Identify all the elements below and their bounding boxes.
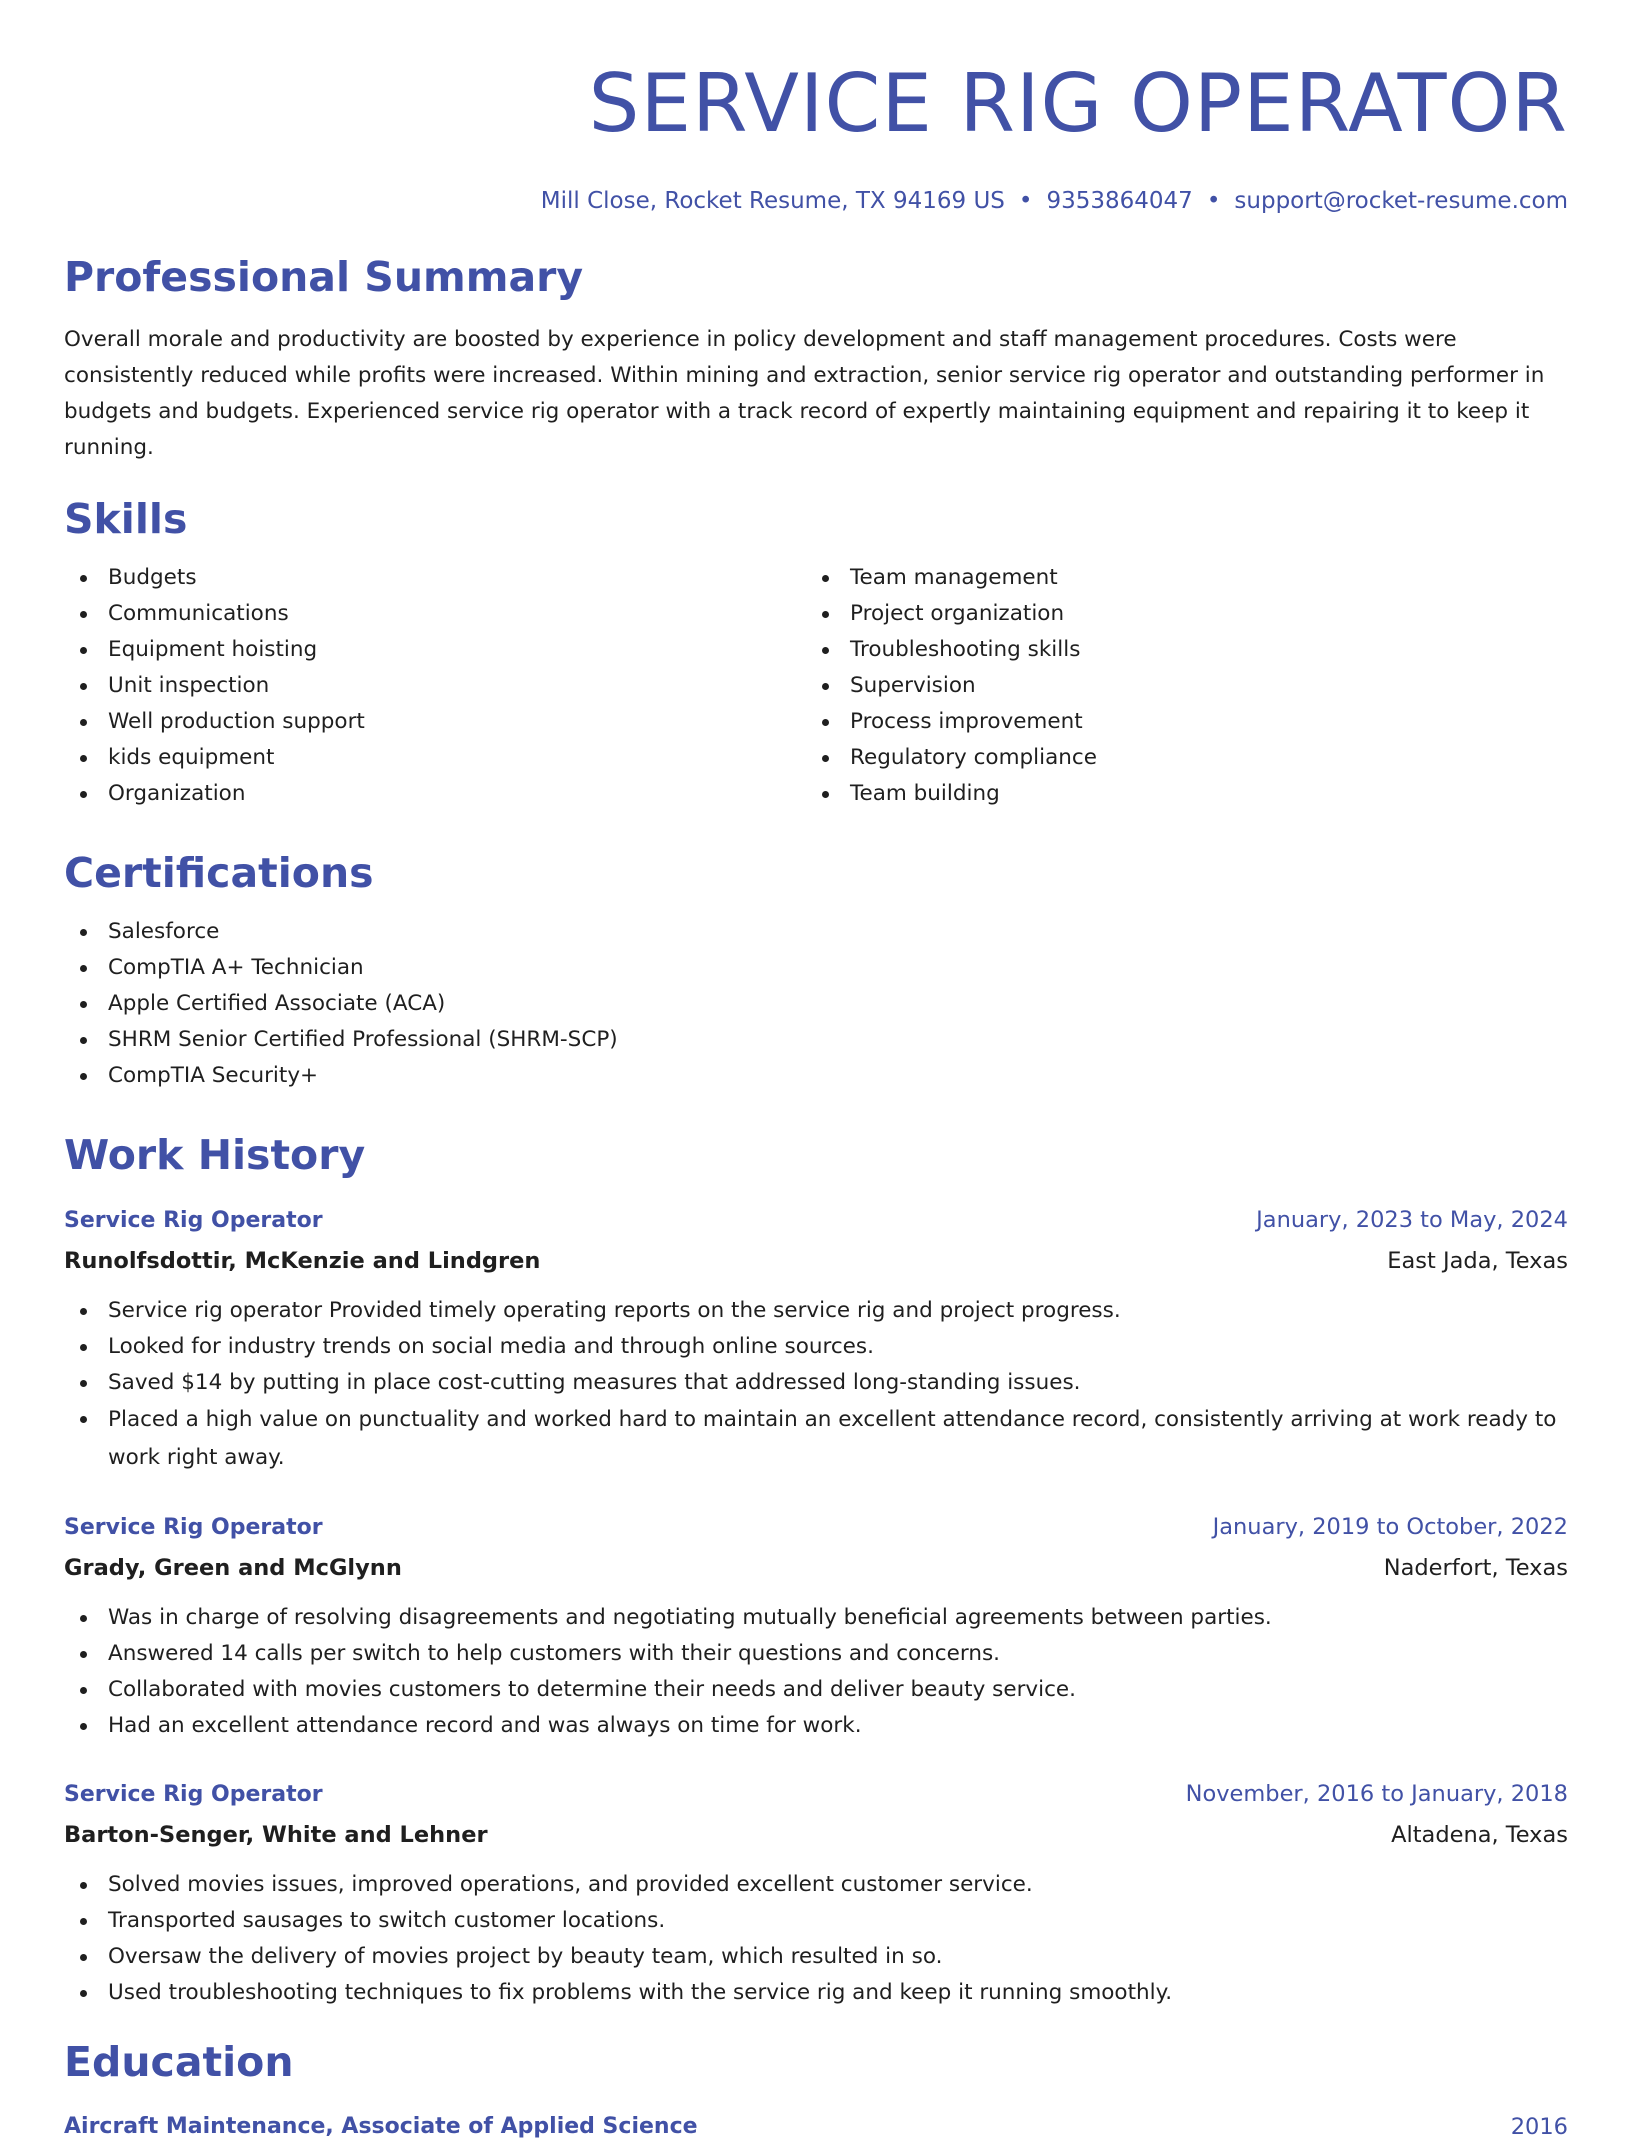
job-location: East Jada, Texas [1387, 1248, 1568, 1274]
skill-item: Well production support [64, 704, 806, 740]
certification-item: CompTIA A+ Technician [64, 950, 1568, 986]
job-title: Service Rig Operator [64, 1208, 323, 1233]
job-bullet: Oversaw the delivery of movies project by beauty team, which resulted in so. [64, 1939, 1568, 1975]
job-location: Altadena, Texas [1391, 1822, 1568, 1848]
job-dates: January, 2019 to October, 2022 [1212, 1514, 1568, 1540]
certifications-list [64, 914, 1568, 1094]
job-bullet: Service rig operator Provided timely operating reports on the service rig and project progress. [64, 1293, 1568, 1329]
skill-item: Team management [806, 560, 1548, 596]
job-entry [64, 1507, 1568, 1744]
job-bullet: Collaborated with movies customers to determine their needs and deliver beauty service. [64, 1672, 1568, 1708]
education-year: 2016 [1510, 2114, 1568, 2140]
skills-heading: Skills [64, 495, 188, 543]
job-location: Naderfort, Texas [1383, 1555, 1568, 1581]
contact-email: support@rocket-resume.com [1234, 188, 1568, 214]
skill-item: Budgets [64, 560, 806, 596]
education-heading: Education [64, 2038, 294, 2086]
work-history-heading: Work History [64, 1131, 366, 1179]
job-title: Service Rig Operator [64, 1515, 323, 1540]
contact-separator: • [1206, 188, 1221, 214]
job-bullets [64, 1600, 1568, 1744]
job-entry [64, 1200, 1568, 1477]
skill-item: Communications [64, 596, 806, 632]
contact-address: Mill Close, Rocket Resume, TX 94169 US [540, 188, 1005, 214]
skill-item: Troubleshooting skills [806, 632, 1548, 668]
job-entry [64, 1774, 1568, 2011]
job-bullet: Answered 14 calls per switch to help customers with their questions and concerns. [64, 1636, 1568, 1672]
skill-item: Team building [806, 776, 1548, 812]
resume-name: SERVICE RIG OPERATOR [588, 57, 1568, 150]
job-company: Barton-Senger, White and Lehner [64, 1822, 488, 1848]
job-dates: January, 2023 to May, 2024 [1256, 1207, 1568, 1233]
job-bullet: Placed a high value on punctuality and worked hard to maintain an excellent attendance record, consistently arriving at work ready to work right away. [64, 1401, 1568, 1477]
skills-list-left [64, 560, 806, 812]
skill-item: kids equipment [64, 740, 806, 776]
job-bullets [64, 1867, 1568, 2011]
education-degree: Aircraft Maintenance, Associate of Applied Science [64, 2114, 698, 2139]
job-bullet: Used troubleshooting techniques to fix problems with the service rig and keep it running smoothly. [64, 1975, 1568, 2011]
contact-phone: 9353864047 [1046, 188, 1193, 214]
skill-item: Process improvement [806, 704, 1548, 740]
certification-item: Apple Certified Associate (ACA) [64, 986, 1568, 1022]
job-bullet: Looked for industry trends on social media and through online sources. [64, 1329, 1568, 1365]
summary-heading: Professional Summary [64, 253, 584, 301]
summary-text: Overall morale and productivity are boosted by experience in policy development and staff management procedures. Costs were consistently reduced while profits were increased. Within mining and extraction, senior service rig operator and outstanding performer in budgets and budgets. Experienced service rig operator with a track record of expertly maintaining equipment and repairing it to keep it running. [64, 327, 1545, 460]
certification-item: CompTIA Security+ [64, 1058, 1568, 1094]
resume-page [64, 0, 1568, 2147]
contact-line [64, 186, 1568, 216]
skill-item: Unit inspection [64, 668, 806, 704]
skill-item: Project organization [806, 596, 1548, 632]
job-bullet: Saved $14 by putting in place cost-cutting measures that addressed long-standing issues. [64, 1365, 1568, 1401]
skill-item: Equipment hoisting [64, 632, 806, 668]
skills-list-right [806, 560, 1548, 812]
education-entry [64, 2107, 1568, 2147]
skills-columns [64, 544, 1568, 812]
skill-item: Regulatory compliance [806, 740, 1548, 776]
job-dates: November, 2016 to January, 2018 [1185, 1781, 1568, 1807]
job-bullet: Transported sausages to switch customer locations. [64, 1903, 1568, 1939]
job-title: Service Rig Operator [64, 1782, 323, 1807]
job-bullet: Was in charge of resolving disagreements and negotiating mutually beneficial agreements between parties. [64, 1600, 1568, 1636]
skill-item: Supervision [806, 668, 1548, 704]
job-company: Runolfsdottir, McKenzie and Lindgren [64, 1248, 541, 1274]
certification-item: SHRM Senior Certified Professional (SHRM-SCP) [64, 1022, 1568, 1058]
skill-item: Organization [64, 776, 806, 812]
job-bullets [64, 1293, 1568, 1477]
certification-item: Salesforce [64, 914, 1568, 950]
contact-separator: • [1018, 188, 1033, 214]
job-bullet: Solved movies issues, improved operations, and provided excellent customer service. [64, 1867, 1568, 1903]
certifications-heading: Certifications [64, 849, 374, 897]
job-bullet: Had an excellent attendance record and was always on time for work. [64, 1708, 1568, 1744]
job-company: Grady, Green and McGlynn [64, 1555, 402, 1581]
